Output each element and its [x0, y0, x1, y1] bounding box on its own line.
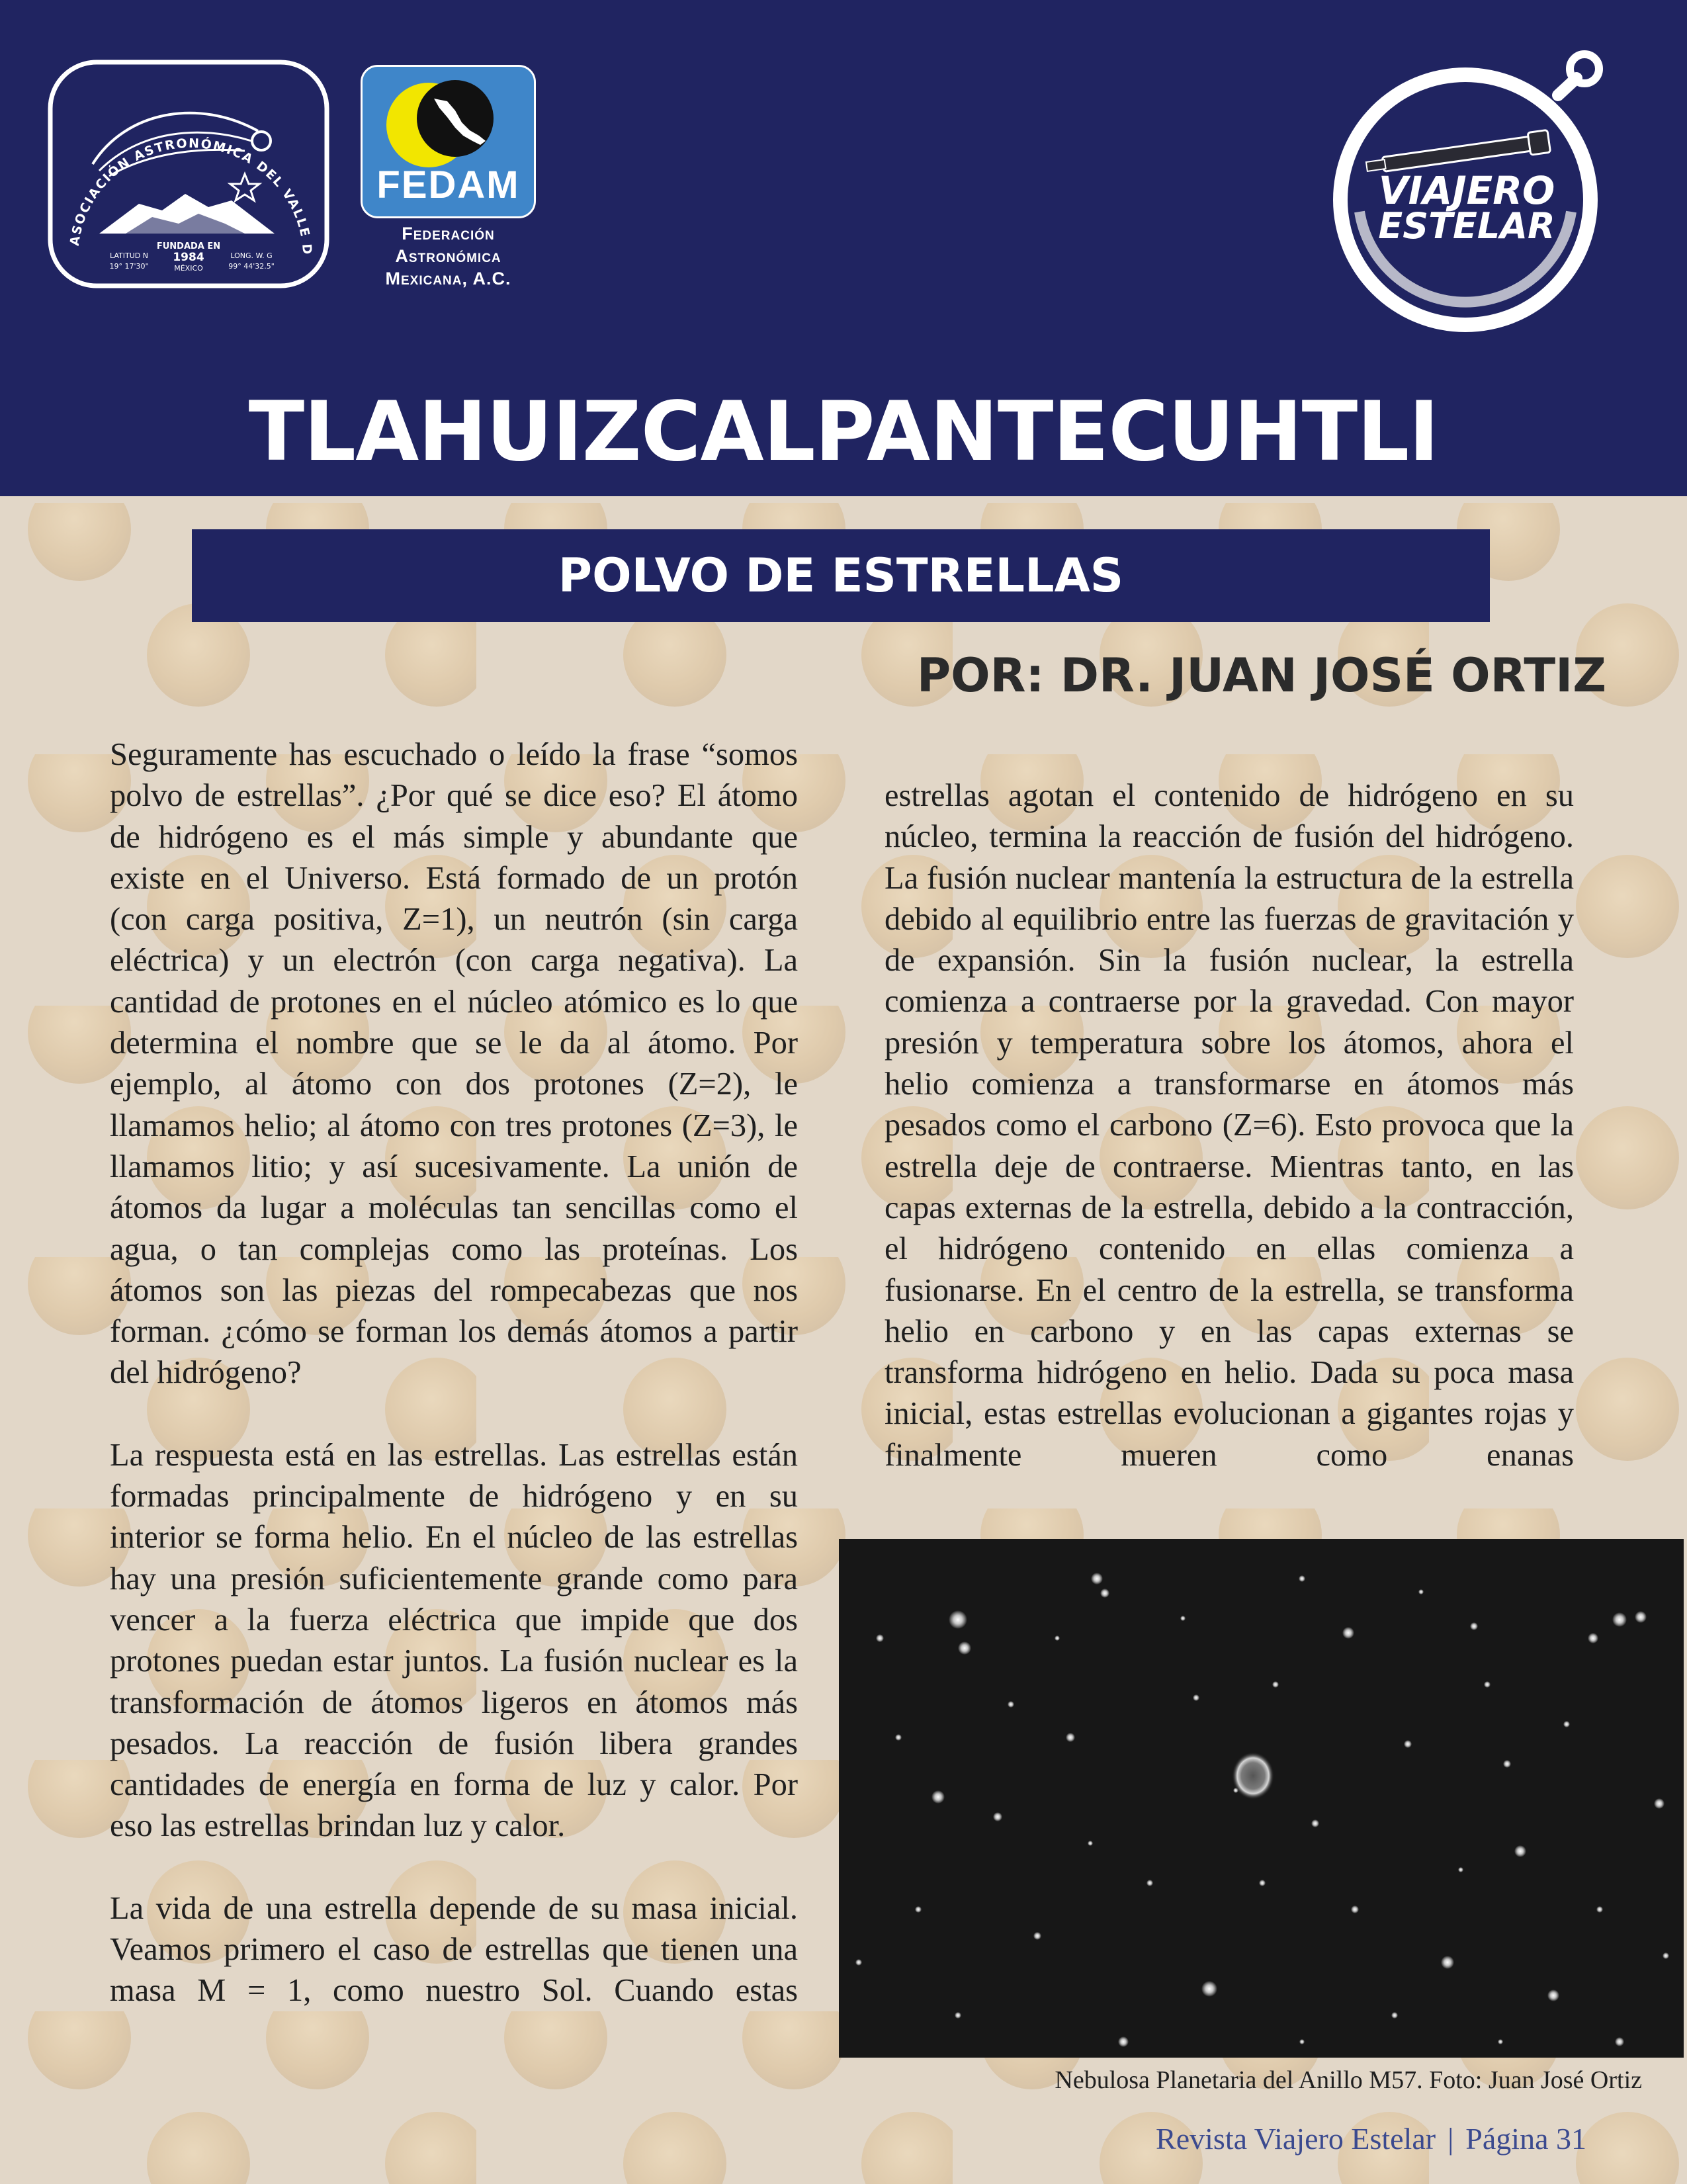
aavt-logo [46, 58, 331, 290]
paragraph: estrellas agotan el contenido de hidrógeno en su núcleo, termina la reacción de fusión del hidrógeno. La fusión nuclear mantenía la estructura de la estrella debido al equilibrio entre las fuerzas de gravitación y de expansión. Sin la fusión nuclear, la estrella comienza a contraerse por la gravedad. Con mayor presión y temperatura sobre los átomos, ahora el helio comienza a transformarse en átomos más pesados como el carbono (Z=6). Esto provoca que la estrella deje de contraerse. Mientras tanto, en las capas externas de la estrella, debido a la contracción, el hidrógeno contenido en ellas comienza a fusionarse. En el centro de la estrella, se transforma helio en carbono y en las capas externas se transforma hidrógeno en helio. Dada su poca masa inicial, estas estrellas evolucionan a gigantes rojas y finalmente mueren como enanas [885, 778, 1574, 1473]
fedam-emblem [361, 65, 536, 218]
photo-caption: Nebulosa Planetaria del Anillo M57. Foto: Juan José Ortiz [1055, 2066, 1642, 2094]
article-right-column [885, 775, 1574, 1476]
paragraph: La respuesta está en las estrellas. Las estrellas están formadas principalmente de hidrógeno y en su interior se forma helio. En el núcleo de las estrellas hay una presión suficientemente grande como para vencer a la fuerza eléctrica que impide que dos protones puedan estar juntos. La fusión nuclear es la transformación de átomos ligeros en átomos más pesados. La reacción de fusión libera grandes cantidades de energía en forma de luz y calor. Por eso las estrellas brindan luz y calor. [110, 1437, 798, 1844]
fedam-full-name [344, 222, 552, 290]
aavt-long-label: LONG. W. G [230, 251, 273, 260]
ring-nebula [1232, 1752, 1274, 1800]
paragraph: La vida de una estrella depende de su masa inicial. Veamos primero el caso de estrellas que tienen una masa M = 1, como nuestro Sol. Cuando estas [110, 1890, 798, 2009]
page-number: Página 31 [1465, 2122, 1586, 2156]
aavt-lat-label: LATITUD N [110, 251, 148, 260]
magazine-name: Revista Viajero Estelar [1156, 2122, 1436, 2156]
viajero-line2: ESTELAR [1378, 205, 1555, 247]
aavt-long-value: 99° 44'32.5" [228, 262, 275, 271]
page-footer [1156, 2121, 1586, 2156]
fedam-name-line: Astronómica [395, 246, 501, 266]
viajero-estelar-logo [1320, 46, 1624, 337]
page-header [0, 0, 1687, 496]
article-left-column [110, 734, 798, 2053]
page-title: TLAHUIZCALPANTECUHTLI [248, 384, 1439, 480]
section-title: POLVO DE ESTRELLAS [558, 548, 1124, 603]
aavt-arc-text: ASOCIACIÓN ASTRONÓMICA DEL VALLE D [67, 136, 315, 256]
footer-separator: | [1448, 2122, 1454, 2156]
nebula-photo [839, 1539, 1684, 2058]
paragraph: Seguramente has escuchado o leído la frase “somos polvo de estrellas”. ¿Por qué se dice eso? El átomo de hidrógeno es el más simple y abundante que existe en el Universo. Está formado de un protón (con carga positiva, Z=1), un neutrón (sin carga eléctrica) y un electrón (con carga negativa). La cantidad de protones en el núcleo atómico es lo que determina el nombre que se le da al átomo. Por ejemplo, al átomo con dos protones (Z=2), le llamamos helio; al átomo con tres protones (Z=3), le llamamos litio; y así sucesivamente. La unión de átomos da lugar a moléculas tan sencillas como el agua, o tan complejas como las proteínas. Los átomos son las piezas del rompecabezas que nos forman. ¿cómo se forman los demás átomos a partir del hidrógeno? [110, 737, 798, 1391]
aavt-year: 1984 [173, 251, 204, 264]
aavt-lat-value: 19° 17'30" [109, 262, 149, 271]
fedam-wordmark: FEDAM [376, 163, 520, 206]
fedam-name-line: Mexicana, A.C. [385, 269, 511, 288]
author-byline: POR: DR. JUAN JOSÉ ORTIZ [916, 648, 1606, 703]
aavt-founded: FUNDADA EN [156, 241, 221, 251]
section-banner [192, 529, 1490, 622]
fedam-name-line: Federación [402, 224, 495, 243]
fedam-logo [357, 65, 539, 293]
aavt-country: MÉXICO [174, 264, 203, 273]
viajero-line1: VIAJERO [1378, 168, 1555, 213]
